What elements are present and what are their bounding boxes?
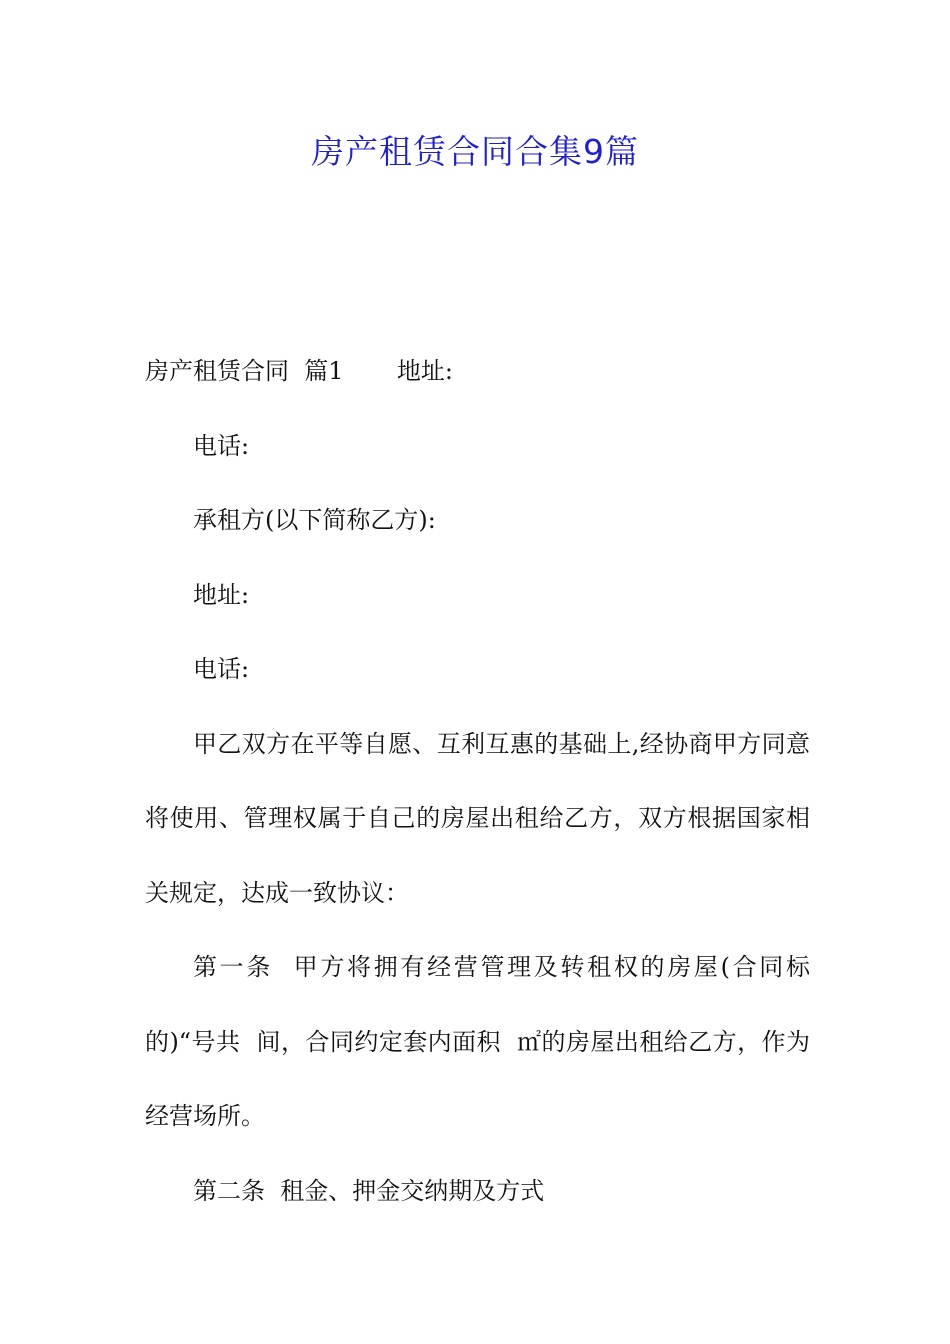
paragraph-address-lessee: 地址: — [193, 580, 250, 609]
paragraph-agreement-intro: 甲乙双方在平等自愿、互利互惠的基础上,经协商甲方同意将使用、管理权属于自己的房屋出租给乙方，双方根据国家相关规定，达成一致协议： — [145, 729, 810, 907]
paragraph-phone-lessee: 电话: — [193, 655, 250, 683]
paragraph-article-2: 第二条 租金、押金交纳期及方式 — [193, 1176, 545, 1205]
paragraph-heading-address: 房产租赁合同 篇1 地址: — [145, 357, 454, 385]
paragraph-article-1: 第一条 甲方将拥有经营管理及转租权的房屋(合同标的)“号共 间，合同约定套内面积 ㎡的房屋出租给乙方，作为 经营场所。 — [145, 953, 826, 1130]
document-body — [145, 334, 826, 1228]
document-title: 房产租赁合同合集9篇 — [311, 132, 639, 171]
paragraph-phone-lessor: 电话: — [193, 431, 250, 460]
paragraph-lessee: 承租方(以下简称乙方): — [193, 506, 436, 534]
